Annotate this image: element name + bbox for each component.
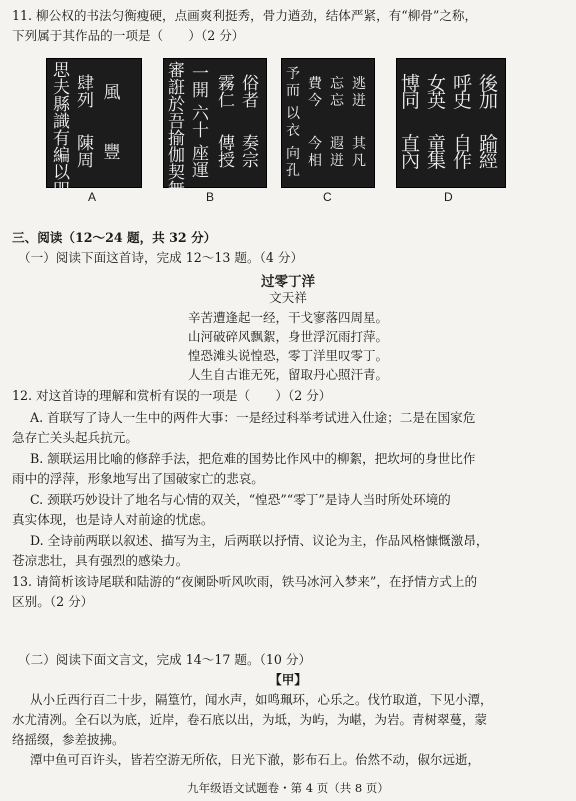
passage-line: 水尤清冽。全石以为底，近岸，卷石底以出，为坻，为屿，为嵁，为岩。青树翠蔓，蒙 [12,712,488,727]
q12-option-c-cont: 真实体现，也是诗人对前途的忧虑。 [12,512,214,527]
calligraphy-image-a [46,58,142,200]
poem-line: 山河破碎风飘絮，身世浮沉雨打萍。 [187,329,388,344]
glyph-col: 契無 [168,163,185,200]
glyph-col: 忘忘 [330,76,344,109]
glyph-col: 思夫 [53,61,70,98]
glyph-col: 於吾 [168,95,185,132]
glyph-col: 審誑 [168,61,185,98]
glyph-col: 童集 [427,133,447,172]
glyph-col: 自作 [453,133,473,172]
part2-title: （二）阅读下面文言文，完成 14～17 题。（10 分） [18,652,312,667]
section3-title: 三、阅读（12～24 题，共 32 分） [12,230,217,245]
calligraphy-label-a: A [88,190,97,204]
q12-stem: 12. 对这首诗的理解和赏析有误的一项是（ ）（2 分） [12,388,332,403]
q12-option-a-cont: 急存亡关头起兵抗元。 [12,430,138,445]
glyph-col: 一開 [192,64,209,101]
q13-line1: 13. 请简析该诗尾联和陆游的“夜阑卧听风吹雨，铁马冰河入梦来”，在抒情方式上的 [12,574,478,589]
glyph-col: 踰經 [479,133,499,172]
glyph-col: 其凡 [352,136,366,169]
glyph-col: 向孔 [286,146,300,179]
poem-line: 人生自古谁无死，留取丹心照汗青。 [187,367,388,382]
q12-option-d-cont: 苍凉悲壮，具有强烈的感染力。 [12,553,189,568]
poem-line: 惶恐滩头说惶恐，零丁洋里叹零丁。 [187,348,388,363]
q12-option-d: D. 全诗前两联以叙述、描写为主，后两联以抒情、议论为主，作品风格慷慨激昂， [30,533,489,548]
glyph-col: 費今 [308,76,322,109]
glyph-col: 今相 [308,136,322,169]
poem-author: 文天祥 [269,290,307,305]
glyph-col: 肆列 [77,74,94,111]
glyph-col: 六十 [192,104,209,141]
q12-option-c: C. 颈联巧妙设计了地名与心情的双关，“惶恐”“零丁”是诗人当时所处环境的 [30,492,451,507]
glyph-col: 後加 [479,73,499,112]
glyph-col: 博同 [401,73,421,112]
glyph-col: 揄伽 [168,129,185,166]
glyph-col: 縣識 [53,95,70,132]
poem-line: 辛苦遭逢起一经，干戈寥落四周星。 [187,310,388,325]
glyph-col: 直內 [401,133,421,172]
glyph-col: 予而 [286,66,300,99]
passage-line: 从小丘西行百二十步，隔篁竹，闻水声，如鸣珮环，心乐之。伐竹取道，下见小潭， [30,692,493,707]
calligraphy-label-c: C [323,190,332,204]
glyph-col: 奏宗 [242,134,259,171]
glyph-col: 遐迸 [330,136,344,169]
q12-option-b-cont: 雨中的浮萍，形象地写出了国破家亡的悲哀。 [12,471,264,486]
q12-option-b: B. 颔联运用比喻的修辞手法，把危难的国势比作风中的柳絮，把坎坷的身世比作 [30,451,476,466]
glyph-col: 霧仁 [218,74,235,111]
glyph-col: 逃迸 [352,76,366,109]
page-footer: 九年级语文试题卷・第 4 页（共 8 页） [187,781,389,795]
glyph-col: 豐 [103,142,121,163]
glyph-col: 有編 [53,129,70,166]
glyph-col: 座運 [192,144,209,181]
calligraphy-label-d: D [444,190,453,204]
glyph-col: 風 [103,82,121,103]
glyph-col: 以吅 [53,163,70,200]
glyph-col: 俗者 [242,74,259,111]
glyph-col: 女英 [427,73,447,112]
calligraphy-label-b: B [206,190,215,204]
glyph-col: 傳授 [218,134,235,171]
passage-jia-label: 【甲】 [269,672,307,687]
passage-line: 络摇缀，参差披拂。 [12,732,125,747]
calligraphy-image-d [396,58,506,188]
poem-title: 过零丁洋 [261,274,315,290]
glyph-col: 陳周 [77,134,94,171]
glyph-col: 以衣 [286,106,300,139]
calligraphy-image-c [281,58,375,188]
q12-option-a: A. 首联写了诗人一生中的两件大事：一是经过科举考试进入仕途；二是在国家危 [30,410,476,425]
passage-line: 潭中鱼可百许头，皆若空游无所依，日光下澈，影布石上。佁然不动，俶尔远逝， [30,752,481,767]
section3-part1: （一）阅读下面这首诗，完成 12～13 题。（4 分） [18,250,304,265]
q11-line2: 下列属于其作品的一项是（ ）（2 分） [12,28,245,43]
glyph-col: 呼史 [453,73,473,112]
calligraphy-image-b [163,58,267,200]
q13-line2: 区别。（2 分） [12,594,94,609]
q11-line1: 11. 柳公权的书法匀衡瘦硬，点画爽利挺秀，骨力遒劲，结体严紧，有“柳骨”之称， [12,8,478,23]
